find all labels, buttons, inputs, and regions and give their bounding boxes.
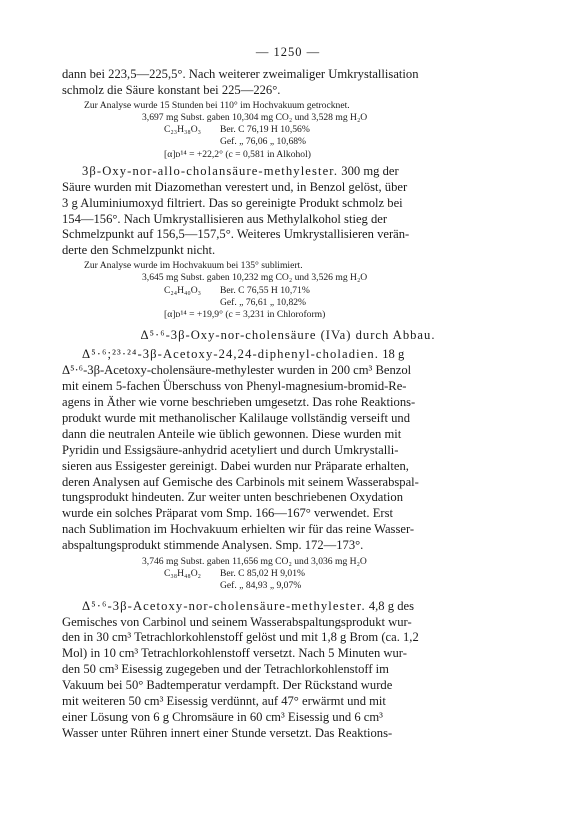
text-line: dann bei 223,5—225,5°. Nach weiterer zweimaliger Umkrystallisation (62, 67, 419, 81)
rotation-1 (164, 149, 514, 161)
paragraph-1 (62, 67, 514, 99)
compound-title-3: Δ⁵·⁶;²³·²⁴-3β-Acetoxy-24,24-diphenyl-choladien. (82, 347, 380, 362)
analysis-subst-3: 3,746 mg Subst. gaben 11,656 mg CO₂ und 3,036 mg H₂O (142, 556, 367, 568)
compound-title-2: 3β-Oxy-nor-allo-cholansäure-methylester. (82, 163, 339, 178)
rotation-value-2: = +19,9° (c = 3,231 in Chloroform) (189, 309, 326, 321)
found-values-3: Gef. „ 84,93 „ 9,07% (220, 580, 302, 592)
page-body (62, 44, 514, 742)
analysis-found-3 (164, 580, 514, 592)
text-line: den 50 cm³ Eisessig zugegeben und der Tetrachlorkohlenstoff im (62, 662, 389, 677)
text-line: den in 30 cm³ Tetrachlorkohlenstoff gelöst und mit 1,8 g Brom (ca. 1,2 (62, 630, 419, 645)
text-line: Säure wurden mit Diazomethan verestert und, in Benzol gelöst, über (62, 179, 408, 194)
compound-title-4: Δ⁵·⁶-3β-Acetoxy-nor-cholensäure-methylester. (82, 598, 366, 613)
analysis-note-2: Zur Analyse wurde im Hochvakuum bei 135° sublimiert. (84, 260, 303, 272)
text-line: wurde ein solches Präparat vom Smp. 166—167° verwendet. Erst (62, 506, 394, 521)
text-line: mit weiteren 50 cm³ Eisessig verdünnt, auf 47° erwärmt und mit (62, 694, 386, 709)
analysis-found-1 (164, 136, 514, 148)
found-values-2: Gef. „ 76,61 „ 10,82% (220, 296, 307, 308)
text-line: 4,8 g des (365, 598, 414, 613)
section-heading: Δ⁵·⁶-3β-Oxy-nor-cholensäure (IVa) durch Abbau. (140, 328, 436, 343)
text-line: dann die neutralen Anteile wie üblich gewonnen. Diese wurden mit (62, 426, 402, 441)
calc-values-3: Ber. C 85,02 H 9,01% (220, 568, 306, 580)
text-line: schmolz die Säure konstant bei 225—226°. (62, 82, 281, 97)
text-line: mit einem 5-fachen Überschuss von Phenyl-magnesium-bromid-Re- (62, 379, 407, 394)
analysis-calc-1 (164, 124, 514, 136)
text-line: einer Lösung von 6 g Chromsäure in 60 cm³ Eisessig und 6 cm³ (62, 710, 383, 725)
text-line: sieren aus Essigester gereinigt. Dabei wurden nur Präparate erhalten, (62, 458, 409, 473)
rotation-label-1: [α]ᴅ¹⁴ (164, 148, 187, 160)
analysis-calc-2 (164, 285, 514, 297)
text-line: abspaltungsprodukt stimmende Analysen. Smp. 172—173°. (62, 538, 364, 553)
rotation-value-1: = +22,2° (c = 0,581 in Alkohol) (189, 148, 311, 160)
text-line: produkt wurde mit methanolischer Kalilauge vollständig verseift und (62, 410, 410, 425)
text-line: Gemisches von Carbinol und seinem Wasserabspaltungsprodukt wur- (62, 614, 412, 629)
text-line: Mol) in 10 cm³ Tetrachlorkohlenstoff versetzt. Nach 5 Minuten wur- (62, 646, 407, 661)
text-line: Pyridin und Essigsäure-anhydrid acetyliert und durch Umkrystalli- (62, 442, 399, 457)
text-line: tungsprodukt hindeuten. Zur weiter unten beschriebenen Oxydation (62, 490, 403, 505)
analysis-subst-1: 3,697 mg Subst. gaben 10,304 mg CO₂ und 3,528 mg H₂O (142, 112, 368, 124)
text-line: deren Analysen auf Gemische des Carbinols mit seinem Wasserabspal- (62, 474, 419, 489)
paragraph-2 (62, 164, 514, 259)
text-line: 300 mg der (338, 163, 399, 178)
text-line: 18 g (379, 347, 405, 362)
rotation-2 (164, 309, 514, 321)
paragraph-3 (62, 347, 514, 554)
text-line: Wasser unter Rühren innert einer Stunde versetzt. Das Reaktions- (62, 725, 393, 740)
analysis-calc-3 (164, 568, 514, 580)
analysis-found-2 (164, 297, 514, 309)
calc-values-2: Ber. C 76,55 H 10,71% (220, 284, 310, 296)
text-line: derte den Schmelzpunkt nicht. (62, 243, 216, 258)
analysis-subst-2: 3,645 mg Subst. gaben 10,232 mg CO₂ und 3,526 mg H₂O (142, 272, 368, 284)
text-line: Vakuum bei 50° Badtemperatur verdampft. Der Rückstand wurde (62, 678, 393, 693)
formula-3: C₃₈H₄₈O₂ (164, 568, 201, 580)
text-line: 154—156°. Nach Umkrystallisieren aus Methylalkohol stieg der (62, 211, 388, 226)
analysis-note-1: Zur Analyse wurde 15 Stunden bei 110° im Hochvakuum getrocknet. (84, 99, 350, 111)
text-line: Δ⁵·⁶-3β-Acetoxy-cholensäure-methylester wurden in 200 cm³ Benzol (62, 363, 412, 378)
text-line: Schmelzpunkt auf 156,5—157,5°. Weiteres Umkrystallisieren verän- (62, 227, 410, 242)
found-values-1: Gef. „ 76,06 „ 10,68% (220, 136, 307, 148)
formula-2: C₂₄H₄₀O₃ (164, 284, 201, 296)
paragraph-4 (62, 599, 514, 742)
calc-values-1: Ber. C 76,19 H 10,56% (220, 124, 310, 136)
text-line: 3 g Aluminiumoxyd filtriert. Das so gereinigte Produkt schmolz bei (62, 195, 403, 210)
text-line: nach Sublimation im Hochvakuum erhielten wir für das reine Wasser- (62, 522, 415, 537)
formula-1: C₂₃H₃₈O₃ (164, 124, 201, 136)
page-number: — 1250 — (255, 45, 321, 59)
rotation-label-2: [α]ᴅ¹⁴ (164, 309, 187, 321)
text-line: agens in Äther wie vorne beschrieben umgesetzt. Das rohe Reaktions- (62, 395, 416, 409)
